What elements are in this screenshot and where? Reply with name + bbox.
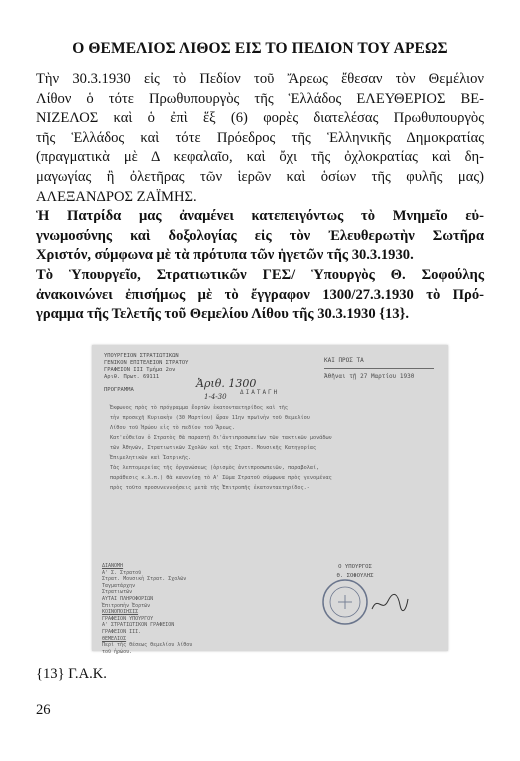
text-line: Τὸ Ὑπουργεῖο, Στρατιωτικῶν ΓΕΣ/ Ὑπουργὸς Θ. Σοφούλης — [36, 267, 484, 283]
header-line: ΓΡΑΦΕΙΟΝ ΙΙΙ Τμήμα 2ον — [104, 367, 176, 373]
document-header-right — [324, 355, 434, 382]
scanned-document — [92, 345, 448, 655]
signer-name: Θ. ΣΟΦΟΥΛΗΣ — [336, 573, 374, 579]
document-line: Ἐκφωνος πρὸς τὸ πρόγραμμα ἔορτῶν ἐκατονταετηρίδος καὶ τῆς — [110, 405, 289, 411]
distribution-line: τοῦ ἡρώου. — [102, 648, 133, 655]
header-line: ΚΑΙ ΠΡΟΣ ΤΑ — [324, 357, 364, 364]
footnote: {13} Γ.Α.Κ. — [36, 666, 107, 682]
distribution-line: Στρατ. Μουσικὴ Στρατ. Σχολῶν — [102, 576, 187, 583]
document-body — [110, 403, 432, 493]
document-distribution — [102, 563, 232, 655]
document-line: Κατ'εὐθεῖαν ὁ Στρατὸς θὰ παραστῇ δι'ἀντιπροσωπείων τῶν τακτικῶν μονάδων — [110, 435, 332, 441]
text-line: μαγωγίας ἢ ὀλετῆρας τῶν ἱερῶν καὶ ὁσίων τῆς φυλῆς μας) — [36, 168, 484, 185]
header-line: ΥΠΟΥΡΓΕΙΟΝ ΣΤΡΑΤΙΩΤΙΚΩΝ — [104, 353, 179, 359]
header-line: Αριθ. Πρωτ. 69111 — [104, 374, 160, 380]
text-line: Ἡ Πατρίδα μας ἀναμένει κατεπειγόντως τὸ Μνημεῖο εὐ- — [36, 208, 484, 224]
text-line: Λίθον ὁ τότε Πρωθυπουργὸς τῆς Ἑλλάδος ΕΛΕΥΘΕΡΙΟΣ ΒΕ- — [36, 90, 484, 107]
text-line: (πραγματικὰ μὲ Δ κεφαλαῖο, καὶ ὄχι τῆς ὀχλοκρατίας καὶ δη- — [36, 149, 484, 166]
paragraph-monument — [36, 207, 484, 266]
text-line: Χριστόν, σύμφωνα μὲ τὰ πρότυπα τῶν ἡγετῶν τῆς 30.3.1930. — [36, 247, 414, 264]
handwritten-number: Ἀριθ. 1300 — [196, 377, 257, 390]
document-line: Τὰς λεπτομερείας τῆς ὀργανώσεως (ὁρισμὸς ἀντιπροσωπειῶν, παραβολαί, — [110, 465, 320, 471]
document-date: Ἀθῆναι τῇ 27 Μαρτίου 1930 — [324, 373, 415, 380]
text-line: γραμμα τῆς Τελετῆς τοῦ Θεμελίου Λίθου τῆς 30.3.1930 {13}. — [36, 306, 410, 323]
document-heading: ΔΙΑΤΑΓΗ — [240, 389, 280, 396]
page-title: Ο ΘΕΜΕΛΙΟΣ ΛΙΘΟΣ ΕΙΣ ΤΟ ΠΕΔΙΟΝ ΤΟΥ ΑΡΕΩΣ — [72, 40, 448, 57]
signer-title: Ο ΥΠΟΥΡΓΟΣ — [338, 564, 372, 570]
official-stamp-icon — [320, 577, 370, 627]
text-line: ΑΛΕΞΑΝΔΡΟΣ ΖΑΪΜΗΣ. — [36, 188, 197, 205]
document-line: τὴν προσεχῆ Κυριακὴν (30 Μαρτίου) ὥραν 11ην πρωϊνὴν τοῦ θεμελίου — [110, 415, 310, 421]
text-line: τῆς Ἑλλάδος καὶ τότε Πρόεδρος τῆς Ἑλληνικῆς Δημοκρατίας — [36, 129, 484, 146]
handwritten-signature-icon — [370, 591, 410, 615]
text-line: ἀνακοινώνει ἐπισήμως μὲ τὸ ἔγγραφον 1300/27.3.1930 τὸ Πρό- — [36, 286, 484, 303]
paragraph-ministry — [36, 266, 484, 325]
distribution-line: Α' ΣΤΡΑΤΙΩΤΙΚΟΝ ΓΡΑΦΕΙΟΝ — [102, 622, 175, 629]
document-line: πρὸς τοῦτο προσυνεννοήσεις μετὰ τῆς Ἐπιτροπῆς ἐκατονταετηρίδος.- — [110, 485, 310, 491]
distribution-line: Α' Σ. Στρατοῦ — [102, 569, 142, 576]
document-line: παράθεσις κ.λ.π.) θὰ κανονίσῃ τὸ Α' Σῶμα Στρατοῦ σύμφωνα πρὸς γενομένας — [110, 475, 332, 481]
distribution-line: ΔΙΑΝΟΜΗ — [102, 563, 124, 569]
distribution-line: ΓΡΑΦΕΙΟΝ ΙΙΙ. — [102, 628, 142, 635]
handwritten-date: 1-4-30 — [204, 393, 227, 401]
distribution-line: ΑΥΤΑΙ ΠΛΗΡΟΦΟΡΙΩΝ — [102, 595, 154, 602]
paragraph-foundation-stone — [36, 70, 484, 207]
document-line: τῶν Ἀθηνῶν, Στρατιωτικῶν Σχολῶν καὶ τῆς Στρατ. Μουσικῆς Κατηγορίας — [110, 445, 317, 451]
distribution-line: Ταγματάρχην — [102, 582, 136, 589]
document-line: Ἐπιμελητικῶν καὶ Ἰατρικῆς. — [110, 455, 192, 461]
distribution-line: ΓΡΑΦΕΙΟΝ ΥΠΟΥΡΓΟΥ — [102, 615, 154, 622]
document-line: Λίθου τοῦ Ἡρώου εἰς τὸ πεδίον τοῦ Ἄρεως. — [110, 425, 235, 431]
distribution-line: ΚΟΙΝΟΠΟΙΗΣΙΣ — [102, 609, 139, 616]
document-program-label: ΠΡΟΓΡΑΜΜΑ — [104, 387, 134, 393]
text-line: Τὴν 30.3.1930 εἰς τὸ Πεδίον τοῦ Ἄρεως ἔθεσαν τὸν Θεμέλιον — [36, 71, 484, 87]
distribution-line: Στρατιωτῶν — [102, 589, 133, 596]
distribution-line: Περὶ τῆς θέσεως θεμελίου λίθου — [102, 642, 193, 649]
header-rule — [324, 368, 434, 369]
distribution-line: Ἐπιτροπὴν Ἐορτῶν — [102, 602, 151, 609]
header-line: ΓΕΝΙΚΟΝ ΕΠΙΤΕΛΕΙΟΝ ΣΤΡΑΤΟΥ — [104, 360, 189, 366]
distribution-line: ΘΕΜΕΛΙΟΣ — [102, 635, 127, 642]
text-line: ΝΙΖΕΛΟΣ καὶ ὁ ἐπὶ ἕξ (6) φορὲς διατελέσας Πρωθυπουργὸς — [36, 110, 484, 127]
text-line: γνωμοσύνης καὶ δοξολογίας εἰς τὸν Ἐλευθερωτὴν Σωτῆρα — [36, 227, 484, 244]
page-number: 26 — [36, 702, 51, 718]
